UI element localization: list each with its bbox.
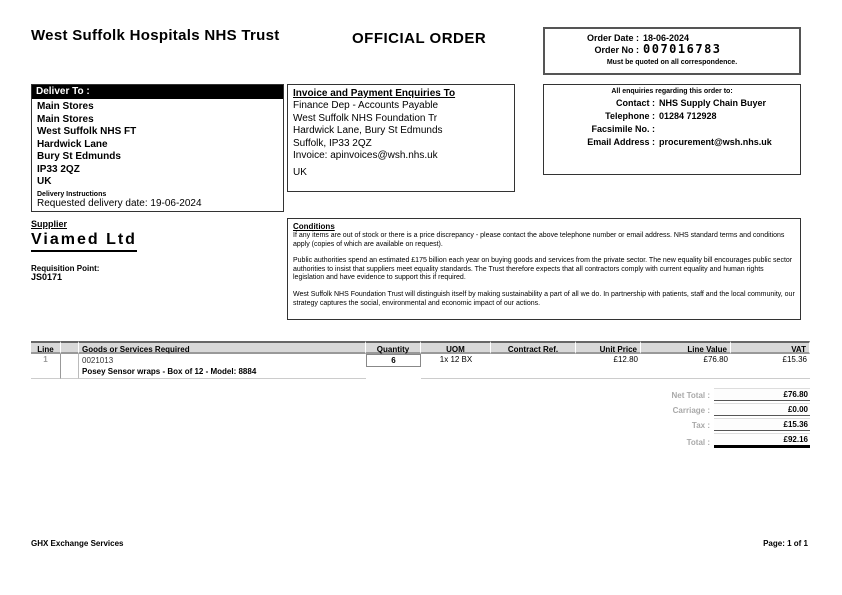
deliver-address-line: Main Stores xyxy=(37,101,94,112)
invoice-address-line: Suffolk, IP33 2QZ xyxy=(293,137,372,149)
invoice-address-line: UK xyxy=(293,166,307,178)
deliver-address-line: Bury St Edmunds xyxy=(37,151,121,162)
invoice-address-line: Hardwick Lane, Bury St Edmunds xyxy=(293,125,443,136)
item-uom: 1x 12 BX xyxy=(421,354,491,379)
telephone-label: Telephone : xyxy=(605,111,655,121)
tax-row xyxy=(638,418,810,431)
items-table-header xyxy=(31,341,810,354)
deliver-address-line: IP33 2QZ xyxy=(37,163,80,175)
item-unit-price: £12.80 xyxy=(576,354,641,379)
carriage-label: Carriage : xyxy=(672,406,710,415)
order-no-value: 007016783 xyxy=(643,42,722,56)
carriage-row xyxy=(638,403,810,416)
grand-total-row xyxy=(638,433,810,448)
grand-total-label: Total : xyxy=(686,438,710,447)
order-date-value: 18-06-2024 xyxy=(643,33,690,43)
header-vat: VAT xyxy=(731,341,810,354)
header-quantity: Quantity xyxy=(366,341,421,354)
order-date-label: Order Date : xyxy=(586,33,639,43)
conditions-box xyxy=(287,218,801,320)
conditions-paragraph: If any items are out of stock or there is a price discrepancy - please contact the above telephone number or email address. NHS standard terms and conditions apply (copies of which are available on request). xyxy=(293,232,785,248)
enquiries-note: All enquiries regarding this order to: xyxy=(611,88,733,95)
quote-note: Must be quoted on all correspondence. xyxy=(606,59,738,66)
email-row xyxy=(550,136,794,149)
grand-total-value: £92.16 xyxy=(714,433,810,448)
net-total-label: Net Total : xyxy=(671,391,710,400)
footer-page-number: Page: 1 of 1 xyxy=(763,539,808,548)
conditions-paragraph: Public authorities spend an estimated £175 billion each year on buying goods and services from the private sector. The new equality bill encourages public sector authorities to insist that suppliers meet equality standards. The Trust therefore expects that all contractors comply with current equality and human rights legislation and have evidence to support this if required. xyxy=(293,257,793,282)
deliver-to-title: Deliver To : xyxy=(32,85,283,99)
telephone-row xyxy=(550,110,794,123)
order-reference-box xyxy=(543,27,801,75)
header-line-value: Line Value xyxy=(641,341,731,354)
supplier-title: Supplier xyxy=(31,219,68,229)
header-blank xyxy=(61,341,79,354)
order-no-label: Order No : xyxy=(594,45,639,55)
item-line-number: 1 xyxy=(31,354,61,379)
table-row xyxy=(31,354,810,379)
tax-value: £15.36 xyxy=(714,418,810,431)
header-unit-price: Unit Price xyxy=(576,341,641,354)
carriage-value: £0.00 xyxy=(714,403,810,416)
deliver-to-address xyxy=(32,99,283,212)
supplier-name: Viamed Ltd xyxy=(31,231,137,252)
delivery-instructions-label: Delivery Instructions xyxy=(37,190,107,198)
item-contract-ref xyxy=(491,354,576,379)
item-goods-cell xyxy=(79,354,366,379)
requisition-point-value: JS0171 xyxy=(31,272,63,282)
invoice-address-line: Finance Dep - Accounts Payable xyxy=(293,100,439,111)
conditions-paragraph: West Suffolk NHS Foundation Trust will distinguish itself by making sustainability a part of all we do. In partnership with patients, staff and the local community, our strategy captures the social, environmental and economic impact of our actions. xyxy=(293,290,795,307)
invoice-enquiries-box xyxy=(287,84,515,192)
net-total-value: £76.80 xyxy=(714,388,810,401)
header-goods: Goods or Services Required xyxy=(79,341,366,354)
invoice-enquiries-title: Invoice and Payment Enquiries To xyxy=(293,88,456,99)
item-vat: £15.36 xyxy=(731,354,810,379)
requested-delivery-date: Requested delivery date: 19-06-2024 xyxy=(37,197,202,209)
order-no-row xyxy=(551,44,793,56)
header-uom: UOM xyxy=(421,341,491,354)
item-blank xyxy=(61,354,79,379)
facsimile-label: Facsimile No. : xyxy=(591,124,655,134)
contact-label: Contact : xyxy=(616,98,655,108)
deliver-to-box xyxy=(31,84,284,212)
invoice-address-line: West Suffolk NHS Foundation Tr xyxy=(293,112,438,124)
contact-value: NHS Supply Chain Buyer xyxy=(659,98,767,108)
contact-row xyxy=(550,97,794,110)
tax-label: Tax : xyxy=(691,421,710,430)
item-quantity: 6 xyxy=(366,354,421,367)
header-line: Line xyxy=(31,341,61,354)
item-code: 0021013 xyxy=(82,356,114,365)
email-value: procurement@wsh.nhs.uk xyxy=(659,137,772,147)
telephone-value: 01284 712928 xyxy=(659,111,717,121)
items-table xyxy=(31,341,810,379)
facsimile-row xyxy=(550,123,794,136)
enquiries-contact-box xyxy=(543,84,801,175)
footer-service-name: GHX Exchange Services xyxy=(31,539,124,548)
trust-name: West Suffolk Hospitals NHS Trust xyxy=(31,27,280,44)
net-total-row xyxy=(638,388,810,401)
totals-section xyxy=(638,388,810,450)
requisition-point-label: Requisition Point: xyxy=(31,264,100,273)
deliver-address-line: Main Stores xyxy=(37,113,94,125)
deliver-address-line: Hardwick Lane xyxy=(37,138,108,150)
document-title: OFFICIAL ORDER xyxy=(352,30,487,47)
item-line-value: £76.80 xyxy=(641,354,731,379)
header-contract-ref: Contract Ref. xyxy=(491,341,576,354)
deliver-address-line: UK xyxy=(37,176,52,187)
conditions-title: Conditions xyxy=(293,222,335,231)
deliver-address-line: West Suffolk NHS FT xyxy=(37,126,137,137)
invoice-email-line: Invoice: apinvoices@wsh.nhs.uk xyxy=(293,150,438,161)
email-label: Email Address : xyxy=(587,137,655,147)
item-description: Posey Sensor wraps - Box of 12 - Model: 8884 xyxy=(82,367,257,376)
